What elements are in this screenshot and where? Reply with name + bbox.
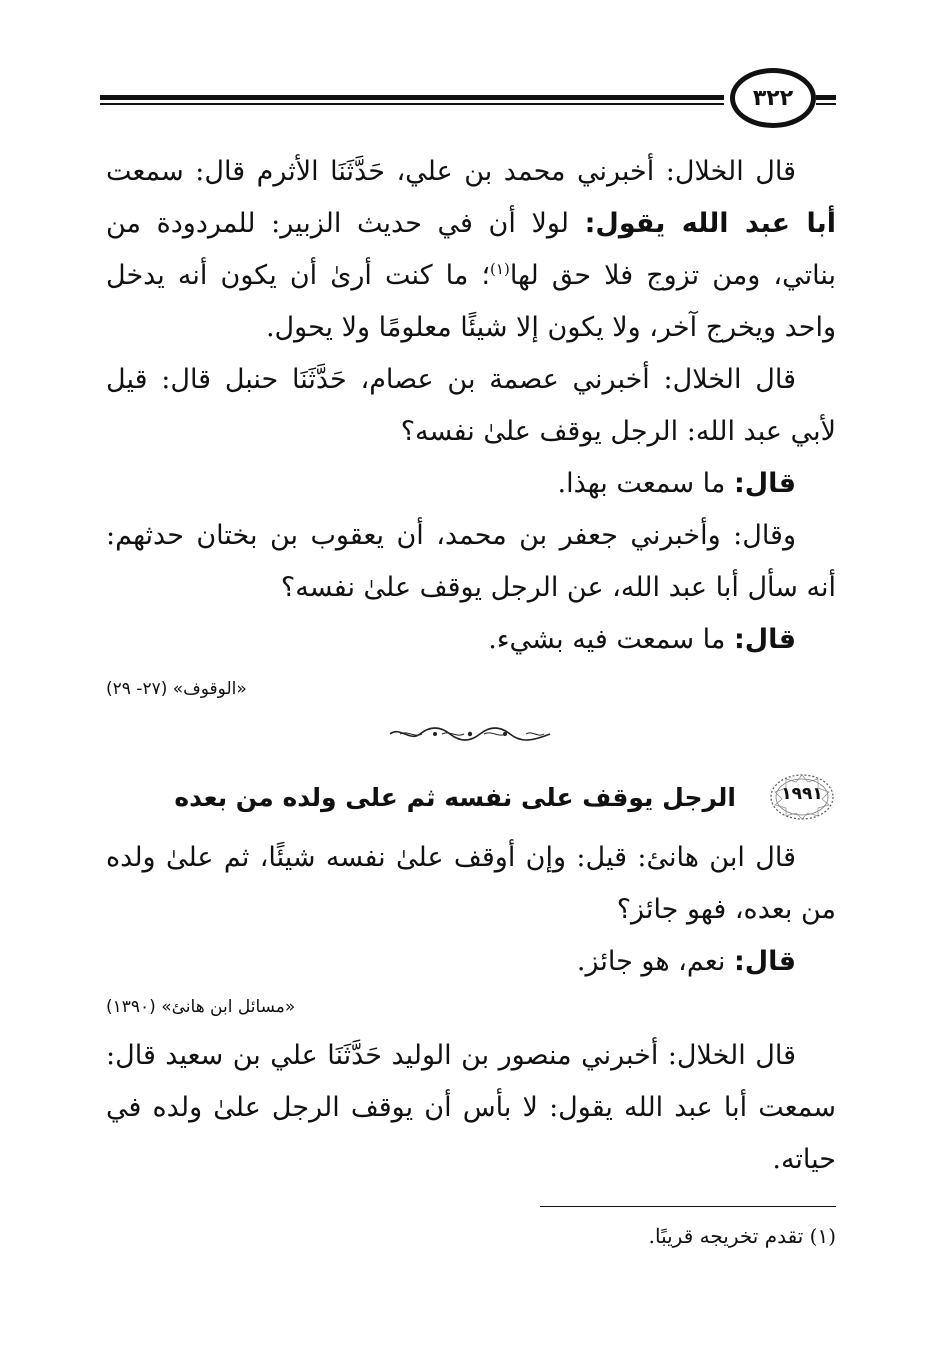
text-run: قال الخلال: أخبرني محمد بن علي، حَدَّثَنَا الأثرم قال: سمعت — [106, 156, 796, 187]
header-rule-thick — [100, 95, 724, 100]
paragraph — [106, 458, 836, 510]
text-run: قال الخلال: أخبرني عصمة بن عصام، حَدَّثَنَا حنبل قال: قيل لأبي عبد الله: الرجل يوقف علىٰ نفسه؟ — [106, 364, 836, 447]
bold-text: قال: — [733, 946, 796, 977]
section-number: ١٩٩١ — [781, 784, 823, 804]
paragraph — [106, 936, 836, 988]
text-run: نعم، هو جائز. — [576, 946, 734, 977]
footnote: (١) تقدم تخريجه قريبًا. — [648, 1224, 836, 1248]
reference-wuquf: «الوقوف» (٢٧- ٢٩) — [106, 679, 247, 699]
paragraph — [106, 510, 836, 614]
paragraph — [106, 354, 836, 458]
section-heading — [106, 770, 836, 830]
text-run: وقال: وأخبرني جعفر بن محمد، أن يعقوب بن بختان حدثهم: أنه سأل أبا عبد الله، عن الرجل يوقف علىٰ نفسه؟ — [106, 520, 836, 603]
paragraph — [106, 1030, 836, 1186]
reference-ibn-hani: «مسائل ابن هانئ» (١٣٩٠) — [106, 997, 296, 1017]
main-text-3 — [106, 1030, 836, 1186]
page-header — [100, 66, 836, 132]
text-run: قال ابن هانئ: قيل: وإن أوقف علىٰ نفسه شيئًا، ثم علىٰ ولده من بعده، فهو جائز؟ — [106, 842, 836, 925]
bold-text: أبا عبد الله يقول: — [584, 208, 836, 239]
text-run: لولا أن في حديث الزبير: للمردودة من بناتي، ومن تزوج فلا حق لها — [106, 208, 837, 291]
text-run: ؛ ما كنت أرىٰ أن يكون أنه يدخل واحد ويخرج آخر، ولا يكون إلا شيئًا معلومًا ولا يحول. — [106, 260, 836, 343]
page-number: ٣٢٢ — [730, 68, 816, 128]
text-run: ما سمعت بهذا. — [557, 468, 734, 499]
bold-text: قال: — [733, 624, 796, 655]
paragraph — [106, 832, 836, 936]
text-run: ما سمعت فيه بشيء. — [488, 624, 734, 655]
bold-text: قال: — [733, 468, 796, 499]
header-rule-right-thin — [816, 103, 836, 105]
header-rule-thin — [100, 103, 724, 105]
text-run: قال الخلال: أخبرني منصور بن الوليد حَدَّثَنَا علي بن سعيد قال: سمعت أبا عبد الله يقول: لا بأس أن يوقف الرجل علىٰ ولده في حياته. — [106, 1040, 836, 1175]
paragraph — [106, 146, 836, 354]
header-rule-right-thick — [816, 95, 836, 100]
section-title: الرجل يوقف على نفسه ثم على ولده من بعده — [174, 783, 736, 812]
footnote-marker: (١) — [490, 260, 510, 278]
ornament-divider — [380, 724, 560, 744]
main-text-2 — [106, 832, 836, 988]
paragraph — [106, 614, 836, 666]
footnote-rule — [540, 1206, 836, 1207]
main-text-1 — [106, 146, 836, 666]
